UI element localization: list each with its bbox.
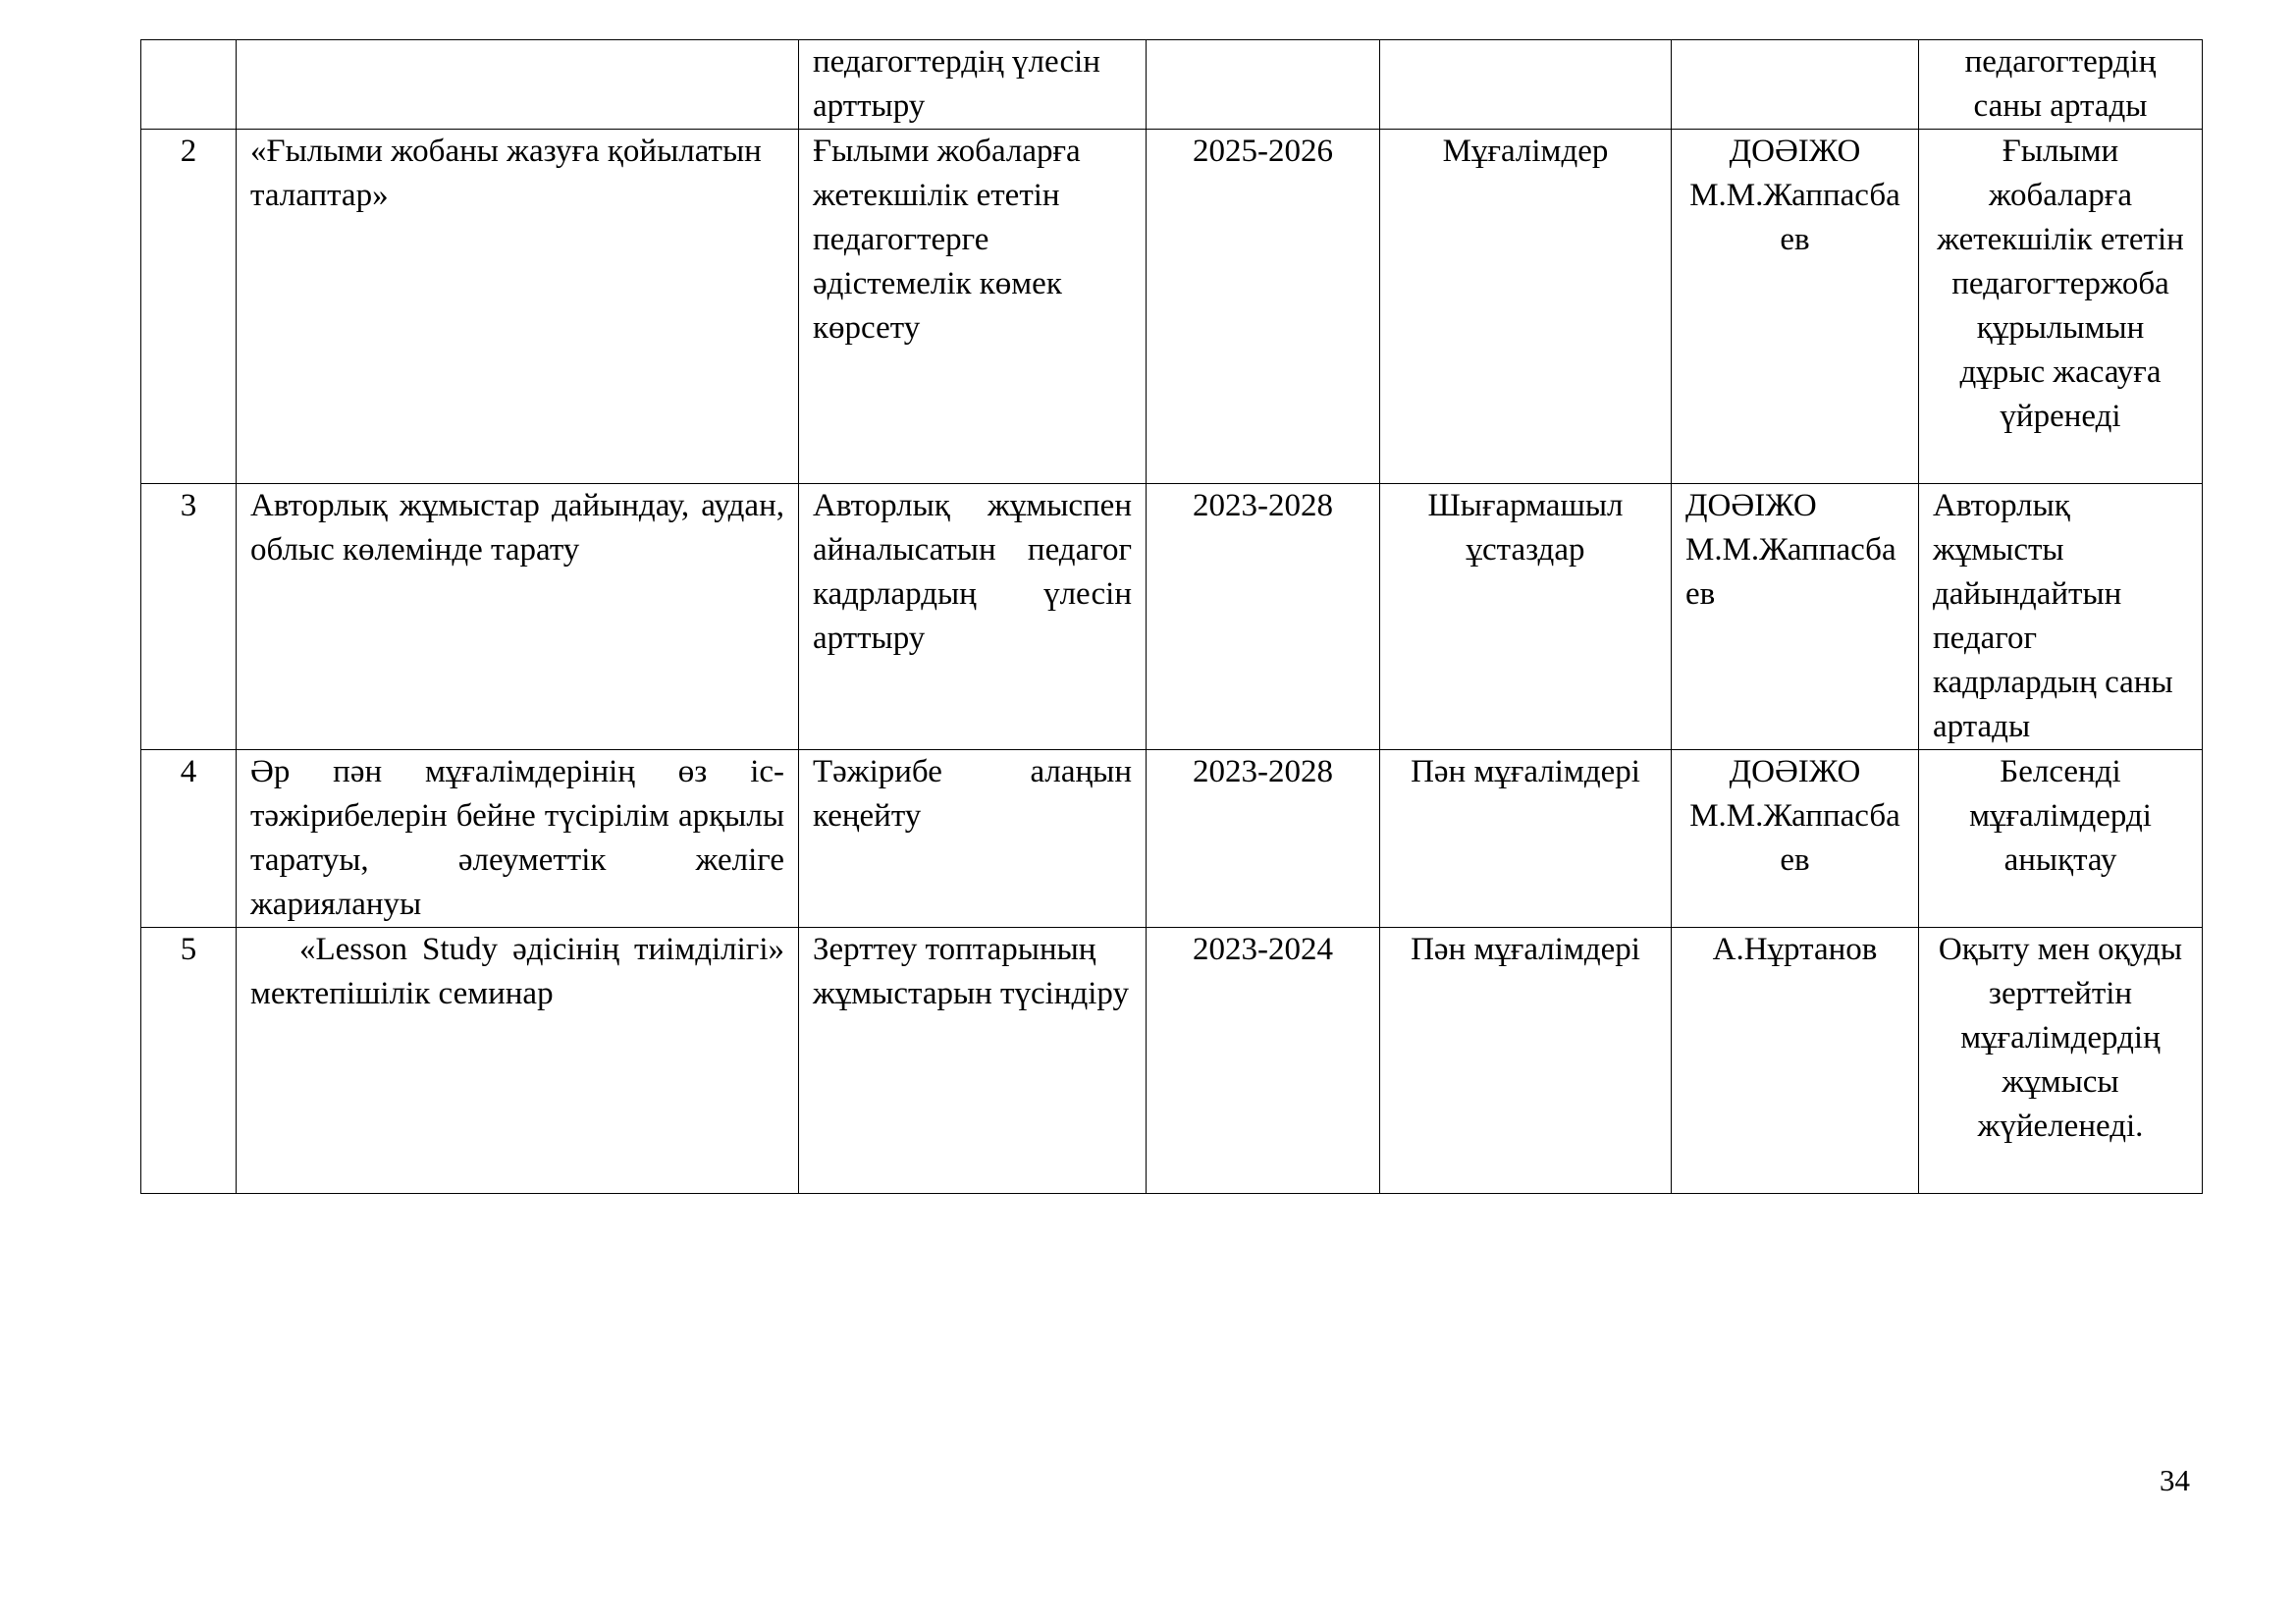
table-row	[141, 40, 2203, 130]
result-cell: Оқыту мен оқуды зерттейтін мұғалімдердің жұмысы жүйеленеді.	[1919, 928, 2203, 1194]
participants-cell	[1380, 40, 1672, 130]
participants-cell: Пән мұғалімдері	[1380, 750, 1672, 928]
result-cell: педагогтердің саны артады	[1919, 40, 2203, 130]
responsible-cell: ДОӘІЖО М.М.Жаппасбаев	[1672, 484, 1919, 750]
result-cell: Белсенді мұғалімдерді анықтау	[1919, 750, 2203, 928]
page-number: 34	[2160, 1463, 2190, 1497]
period-cell: 2023-2024	[1147, 928, 1380, 1194]
event-cell: Әр пән мұғалімдерінің өз іс-тәжірибелерін бейне түсірілім арқылы таратуы, әлеуметтік желіге жариялануы	[237, 750, 799, 928]
table-row	[141, 750, 2203, 928]
period-cell: 2023-2028	[1147, 484, 1380, 750]
responsible-cell: А.Нұртанов	[1672, 928, 1919, 1194]
participants-cell: Пән мұғалімдері	[1380, 928, 1672, 1194]
table-row	[141, 484, 2203, 750]
period-cell	[1147, 40, 1380, 130]
goal-cell: Ғылыми жобаларға жетекшілік ететін педагогтерге әдістемелік көмек көрсету	[799, 130, 1147, 484]
period-cell: 2025-2026	[1147, 130, 1380, 484]
row-number-cell: 4	[141, 750, 237, 928]
event-cell: «Lesson Study әдісінің тиімділігі» мектепішілік семинар	[237, 928, 799, 1194]
event-cell: Авторлық жұмыстар дайындау, аудан, облыс көлемінде тарату	[237, 484, 799, 750]
responsible-cell	[1672, 40, 1919, 130]
row-number-cell: 3	[141, 484, 237, 750]
responsible-cell: ДОӘІЖО М.М.Жаппасбаев	[1672, 750, 1919, 928]
participants-cell: Шығармашыл ұстаздар	[1380, 484, 1672, 750]
result-cell: Авторлық жұмысты дайындайтын педагог кадрлардың саны артады	[1919, 484, 2203, 750]
participants-cell: Мұғалімдер	[1380, 130, 1672, 484]
table-row	[141, 130, 2203, 484]
goal-cell: Зерттеу топтарының жұмыстарын түсіндіру	[799, 928, 1147, 1194]
event-cell	[237, 40, 799, 130]
plan-table	[140, 39, 2203, 1194]
responsible-cell: ДОӘІЖО М.М.Жаппасбаев	[1672, 130, 1919, 484]
row-number-cell: 2	[141, 130, 237, 484]
row-number-cell: 5	[141, 928, 237, 1194]
row-number-cell	[141, 40, 237, 130]
result-cell: Ғылыми жобаларға жетекшілік ететін педагогтержоба құрылымын дұрыс жасауға үйренеді	[1919, 130, 2203, 484]
table-row	[141, 928, 2203, 1194]
goal-cell: Тәжірибе алаңын кеңейту	[799, 750, 1147, 928]
period-cell: 2023-2028	[1147, 750, 1380, 928]
goal-cell: Авторлық жұмыспен айналысатын педагог кадрлардың үлесін арттыру	[799, 484, 1147, 750]
event-cell: «Ғылыми жобаны жазуға қойылатын талаптар»	[237, 130, 799, 484]
goal-cell: педагогтердің үлесін арттыру	[799, 40, 1147, 130]
